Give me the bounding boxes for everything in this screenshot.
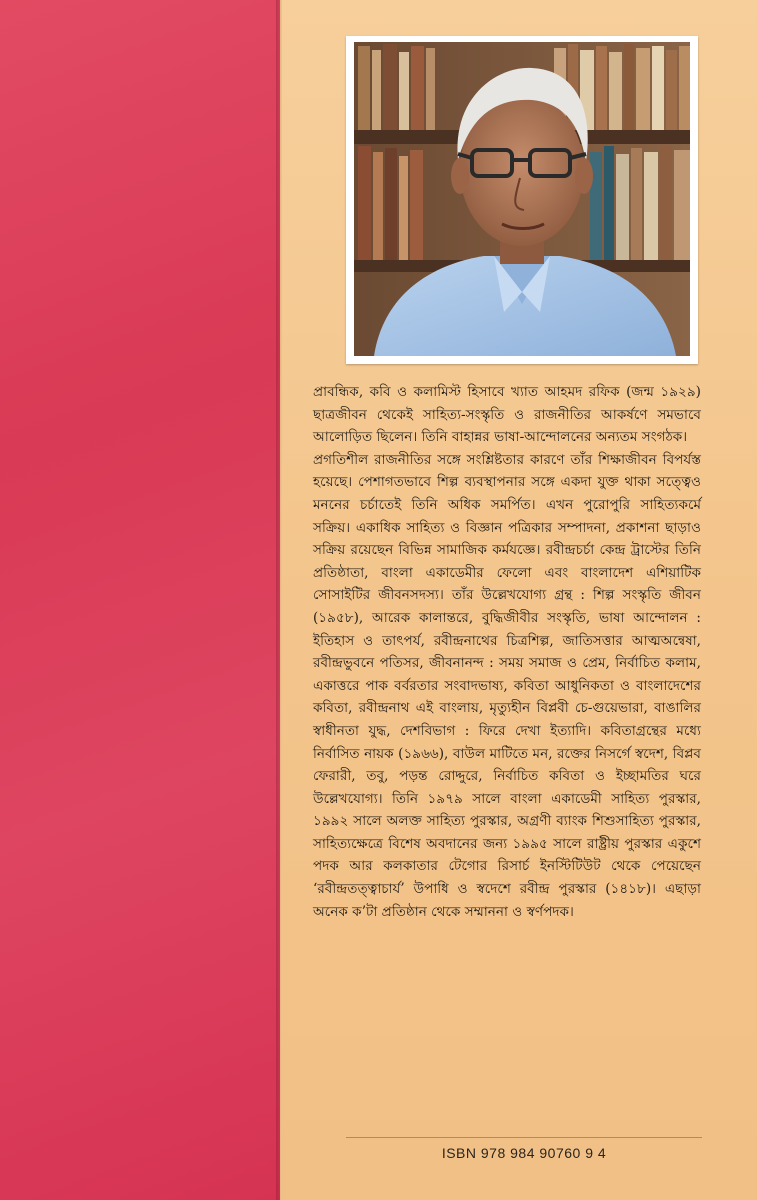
bio-paragraph-2: প্রগতিশীল রাজনীতির সঙ্গে সংশ্লিষ্টতার কারণে তাঁর শিক্ষাজীবন বিপর্যস্ত হয়েছে। পেশাগতভাবে শিল্প ব্যবস্থাপনার সঙ্গে একদা যুক্ত থাকা সত্ত্বেও মননের চর্চাতেই তিনি অধিক সমর্পিত। এখন পুরোপুরি সাহিত্যকর্মে সক্রিয়। একাধিক সাহিত্য ও বিজ্ঞান পত্রিকার সম্পাদনা, প্রকাশনা ছাড়াও সক্রিয় রয়েছেন বিভিন্ন সামাজিক কর্মযজ্ঞে। রবীন্দ্রচর্চা কেন্দ্র ট্রাস্টের তিনি প্রতিষ্ঠাতা, বাংলা একাডেমীর ফেলো এবং বাংলাদেশ এশিয়াটিক সোসাইটির জীবনসদস্য। তাঁর উল্লেখযোগ্য গ্রন্থ : শিল্প সংস্কৃতি জীবন (১৯৫৮), আরেক কালান্তরে, বুদ্ধিজীবীর সংস্কৃতি, ভাষা আন্দোলন : ইতিহাস ও তাৎপর্য, রবীন্দ্রনাথের চিত্রশিল্প, জাতিসত্তার আত্মঅন্বেষা, রবীন্দ্রভুবনে পতিসর, জীবনানন্দ : সময় সমাজ ও প্রেম, নির্বাচিত কলাম, একাত্তরে পাক বর্বরতার সংবাদভাষ্য, কবিতা আধুনিকতা ও বাংলাদেশের কবিতা, রবীন্দ্রনাথ এই বাংলায়, মৃত্যুহীন বিপ্লবী চে-গুয়েভারা, বাঙালির স্বাধীনতা যুদ্ধ, দেশবিভাগ : ফিরে দেখা ইত্যাদি। কবিতাগ্রন্থের মধ্যে নির্বাসিত নায়ক (১৯৬৬), বাউল মাটিতে মন, রক্তের নিসর্গে স্বদেশ, বিপ্লব ফেরারী, তবু, পড়ন্ত রোদ্দুরে, নির্বাচিত কবিতা ও ইচ্ছামতির ঘরে উল্লেখযোগ্য। তিনি ১৯৭৯ সালে বাংলা একাডেমী সাহিত্য পুরস্কার, ১৯৯২ সালে অলক্ত সাহিত্য পুরস্কার, অগ্রণী ব্যাংক শিশুসাহিত্য পুরস্কার, সাহিত্যক্ষেত্রে বিশেষ অবদানের জন্য ১৯৯৫ সালে রাষ্ট্রীয় পুরস্কার একুশে পদক আর কলকাতার টেগোর রিসার্চ ইনস্টিটিউট থেকে পেয়েছেন ‘রবীন্দ্রতত্ত্বাচার্য’ উপাধি ও স্বদেশে রবীন্দ্র পুরস্কার (১৪১৮)। এছাড়া অনেক ক’টা প্রতিষ্ঠান থেকে সম্মাননা ও স্বর্ণপদক। [313, 451, 701, 920]
author-biography [313, 381, 701, 923]
author-photo-frame [346, 36, 698, 364]
author-portrait-image [354, 42, 690, 356]
red-spine-panel [0, 0, 280, 1200]
author-photo [354, 42, 690, 356]
isbn-divider [346, 1137, 702, 1138]
bio-paragraph-1: প্রাবন্ধিক, কবি ও কলামিস্ট হিসাবে খ্যাত আহমদ রফিক (জন্ম ১৯২৯) ছাত্রজীবন থেকেই সাহিত্য-সংস্কৃতি ও রাজনীতির আকর্ষণে সমভাবে আলোড়িত ছিলেন। তিনি বাহান্নর ভাষা-আন্দোলনের অন্যতম সংগঠক। [313, 384, 701, 446]
isbn-number: ISBN 978 984 90760 9 4 [441, 1145, 607, 1161]
